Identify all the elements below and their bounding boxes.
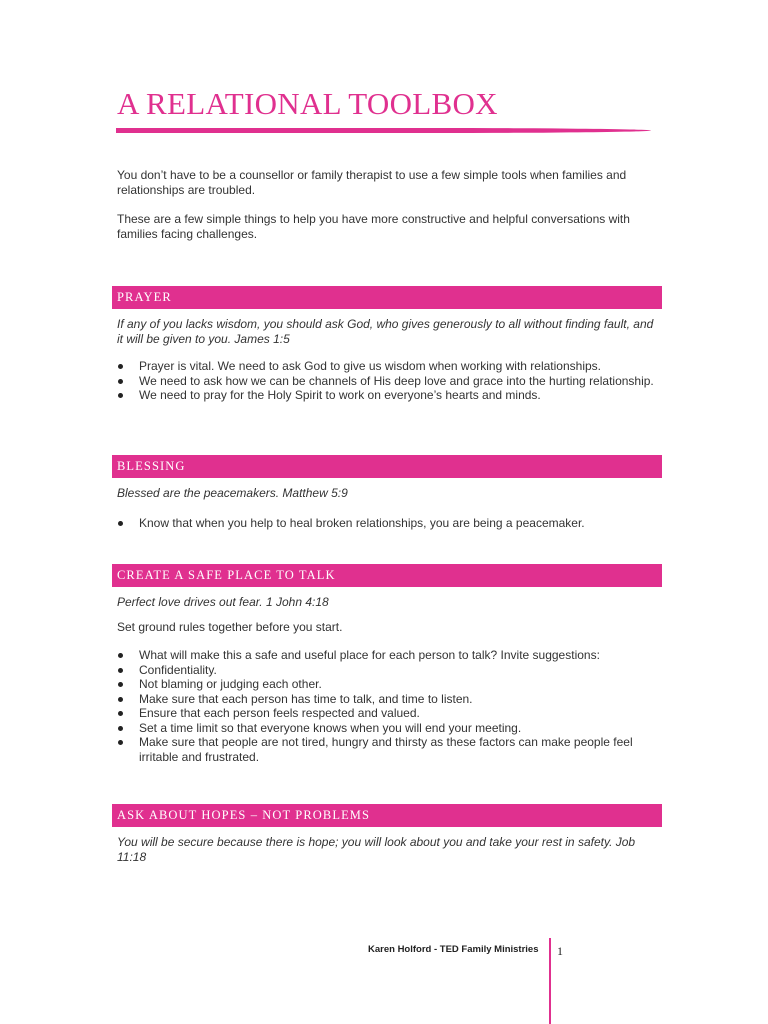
list-item: We need to ask how we can be channels of His deep love and grace into the hurting relationship. <box>112 374 662 389</box>
page-number: 1 <box>557 944 563 958</box>
section-hopes <box>112 804 662 865</box>
title-underline <box>116 128 651 133</box>
intro-block <box>117 168 647 256</box>
list-item: Know that when you help to heal broken relationships, you are being a peacemaker. <box>112 516 662 531</box>
section-heading-bar <box>112 455 662 478</box>
section-heading: ASK ABOUT HOPES – NOT PROBLEMS <box>117 808 371 822</box>
ground-rules-note: Set ground rules together before you start. <box>117 620 343 634</box>
section-safe-place <box>112 564 662 764</box>
intro-paragraph: These are a few simple things to help you have more constructive and helpful conversations with families facing challenges. <box>117 212 630 241</box>
bullet-list <box>112 359 662 403</box>
list-item: Prayer is vital. We need to ask God to give us wisdom when working with relationships. <box>112 359 662 374</box>
list-item: What will make this a safe and useful place for each person to talk? Invite suggestions: <box>112 648 662 663</box>
bullet-list <box>112 516 662 531</box>
list-item: Set a time limit so that everyone knows when you will end your meeting. <box>112 721 662 736</box>
list-item: Make sure that each person has time to talk, and time to listen. <box>112 692 662 707</box>
list-item: We need to pray for the Holy Spirit to work on everyone’s hearts and minds. <box>112 388 662 403</box>
intro-paragraph: You don’t have to be a counsellor or family therapist to use a few simple tools when families and relationships are troubled. <box>117 168 627 197</box>
scripture-verse: Perfect love drives out fear. 1 John 4:18 <box>117 595 329 609</box>
list-item: Ensure that each person feels respected and valued. <box>112 706 662 721</box>
list-item: Not blaming or judging each other. <box>112 677 662 692</box>
scripture-verse: Blessed are the peacemakers. Matthew 5:9 <box>117 486 348 500</box>
footer-author: Karen Holford - TED Family Ministries <box>368 944 539 955</box>
bullet-list <box>112 648 662 764</box>
section-blessing <box>112 455 662 531</box>
section-heading: BLESSING <box>117 459 186 473</box>
list-item: Confidentiality. <box>112 663 662 678</box>
section-heading-bar <box>112 564 662 587</box>
section-heading-bar <box>112 286 662 309</box>
section-heading-bar <box>112 804 662 827</box>
document-title: A RELATIONAL TOOLBOX <box>117 86 498 121</box>
section-heading: CREATE A SAFE PLACE TO TALK <box>117 568 336 582</box>
list-item: Make sure that people are not tired, hungry and thirsty as these factors can make people feel irritable and frustrated. <box>112 735 662 764</box>
scripture-verse: You will be secure because there is hope; you will look about you and take your rest in safety. Job 11:18 <box>117 835 636 864</box>
scripture-verse: If any of you lacks wisdom, you should ask God, who gives generously to all without finding fault, and it will be given to you. James 1:5 <box>117 317 654 346</box>
section-heading: PRAYER <box>117 290 172 304</box>
footer-divider <box>549 938 551 1024</box>
section-prayer <box>112 286 662 403</box>
